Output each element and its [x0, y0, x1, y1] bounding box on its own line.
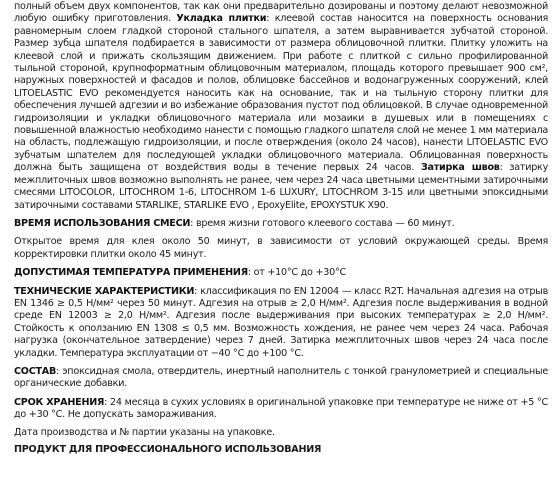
composition-paragraph	[14, 366, 548, 391]
tile-laying-heading: Укладка плитки	[176, 13, 267, 25]
composition-heading: СОСТАВ	[14, 365, 57, 377]
tile-laying-text: : клеевой состав наносится на поверхность основания равномерным слоем гладкой стороной стального шпателя, а затем выравнивается зубчатой стороной. Размер зубца шпателя подбирается в зависимости от размера облицовочной плитки. Плитку уложить на клеевой слой и прижать скользящим движением. При работе с плиткой с сильно профилированной тыльной стороной, крупноформатным облицовочным материалом, площадь которого превышает 900 см², наружных поверхностей и фасадов и полов, облицовке бассейнов и водонагруженных сооружений, клей LITOELASTIC EVO рекомендуется наносить как на основание, так и на тыльную сторону плитки для обеспечения лучшей адгезии и во избежание образования пустот под облицовкой. В случае одновременной гидроизоляции и укладки облицовочного материала или мозаики в душевых или в помещениях с повышенной влажностью необходимо нанести с помощью гладкого шпателя слой не менее 1 мм материала на область, подлежащую гидроизоляции, и после отверждения (около 24 часов), нанести LITOELASTIC EVO зубчатым шпателем для последующей укладки облицовочного материала. Облицованная поверхность должна быть защищена от воздействия воды в течение первых 24 часов.	[14, 13, 549, 174]
shelf-life-heading: СРОК ХРАНЕНИЯ	[14, 396, 105, 408]
technical-specs-text: : классификация по EN 12004 — класс R2T. Начальная адгезия на отрыв EN 1346 ≥ 0,5 Н/мм² через 50 минут. Адгезия на отрыв ≥ 2,0 Н/мм². Адгезия после выдерживания в водной среде EN 12003 ≥ 2,0 Н/мм². Адгезия после выдерживания при высоких температурах ≥ 2,0 Н/мм². Стойкость к оползанию EN 1308 ≤ 0,5 мм. Возможность хождения, не ранее чем через 24 часа. Рабочая нагрузка (окончательное затвердение) через 7 дней. Затирка межплиточных швов через 24 часа после укладки. Температура эксплуатации от −40 °С до +100 °С.	[14, 285, 548, 359]
batch-info-text: Дата производства и № партии указаны на упаковке.	[14, 426, 275, 438]
open-time-text: Открытое время для клея около 50 минут, в зависимости от условий окружающей среды. Время корректировки плитки около 45 минут.	[14, 236, 548, 260]
technical-specs-paragraph	[14, 286, 548, 360]
composition-text: : эпоксидная смола, отвердитель, инертный наполнитель с тонкой гранулометрией и специальные органические добавки.	[14, 365, 548, 390]
product-instructions-document	[14, 0, 548, 456]
temperature-text: : от +10°С до +30°С	[247, 267, 346, 279]
professional-use-heading: ПРОДУКТ ДЛЯ ПРОФЕССИОНАЛЬНОГО ИСПОЛЬЗОВАНИЯ	[14, 444, 322, 455]
intro-text: полный объем двух компонентов, так как они предварительно дозированы и поэтому делают невозможной любую ошибку приготовления.	[14, 1, 548, 25]
pot-life-paragraph	[14, 218, 548, 230]
open-time-paragraph	[14, 236, 548, 261]
temperature-heading: ДОПУСТИМАЯ ТЕМПЕРАТУРА ПРИМЕНЕНИЯ	[14, 267, 248, 279]
pot-life-text: : время жизни готового клеевого состава — 60 минут.	[190, 217, 455, 229]
pot-life-heading: ВРЕМЯ ИСПОЛЬЗОВАНИЯ СМЕСИ	[14, 217, 191, 229]
grouting-heading: Затирка швов	[420, 162, 500, 174]
shelf-life-text: : 24 месяца в сухих условиях в оригинальной упаковке при температуре не ниже от +5 °С до +30 °С. Не допускать замораживания.	[14, 396, 548, 421]
shelf-life-paragraph	[14, 397, 548, 422]
application-paragraph	[14, 1, 548, 212]
batch-info-paragraph	[14, 427, 548, 439]
technical-specs-heading: ТЕХНИЧЕСКИЕ ХАРАКТЕРИСТИКИ	[14, 285, 195, 297]
temperature-paragraph	[14, 267, 548, 279]
grouting-text: : затирку межплиточных швов возможно выполнять не ранее, чем через 24 часа цветными цементными затирочными смесями LITOCOLOR, LITOCHROM 1-6, LITOCHROM 1-6 LUXURY, LITOCHROM 3-15 или цветными эпоксидными затирочными составами STARLIKE, STARLIKE EVO , EpoxyElite, EPOXYSTUK X90.	[14, 162, 549, 211]
